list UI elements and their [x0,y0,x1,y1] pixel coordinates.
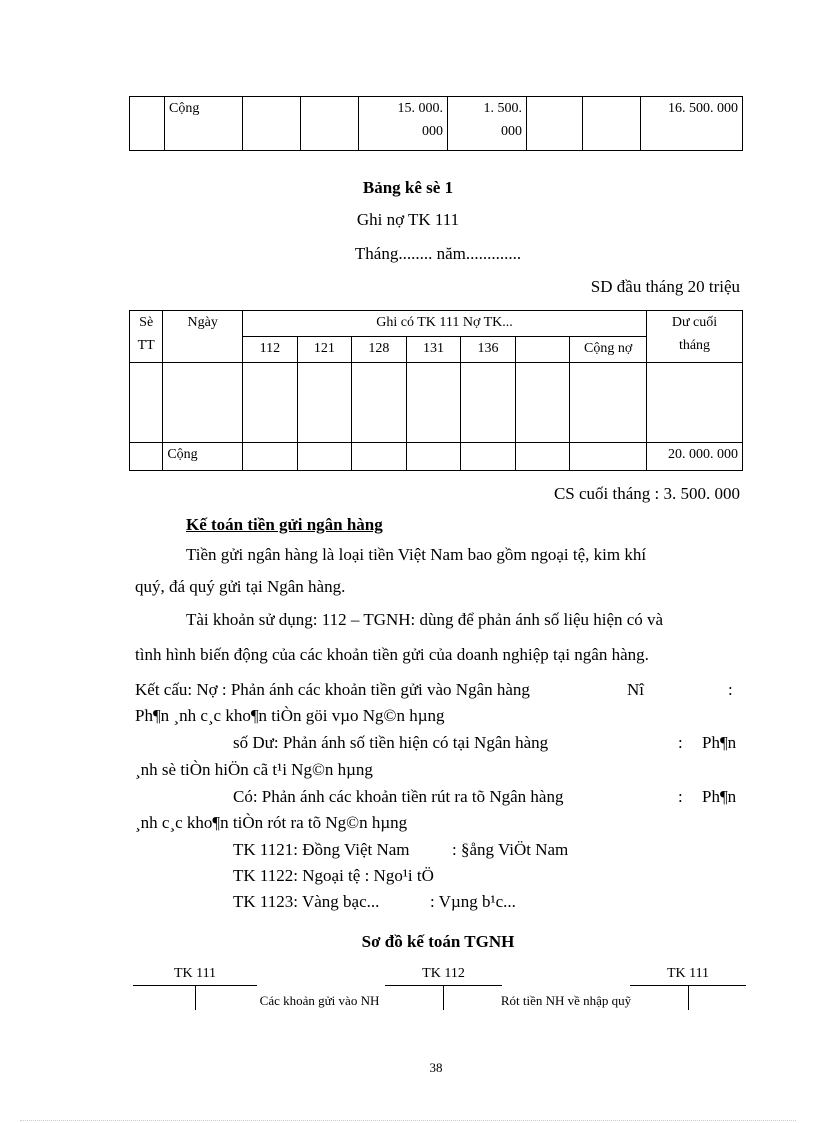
value-2-line1: 1. 500. [483,101,522,116]
cell [243,97,301,151]
cell-label: Cộng [165,97,243,151]
cell-value-2 [448,97,527,151]
header-date: Ngày [163,311,243,363]
cell [406,363,461,443]
cell [461,443,516,471]
cell [297,443,352,471]
cell [301,97,359,151]
closing-balance: CS cuối tháng : 3. 500. 000 [553,484,740,503]
value-1-line2: 000 [422,124,443,139]
structure-credit: Có: Phản ánh các khoản tiền rút ra tõ Ngân hàng [233,787,564,806]
structure-balance: số Dư: Phản ánh số tiền hiện có tại Ngân hàng [233,733,549,752]
cell [570,363,647,443]
cell-value-1 [359,97,448,151]
structure-balance-garbled: Ph¶n [702,733,737,752]
cell [647,363,743,443]
cell [243,443,298,471]
cell [515,443,570,471]
cell [243,363,298,443]
flow-deposit-label: Các khoản gửi vào NH [259,993,380,1008]
account-col: 128 [352,337,407,363]
cell [130,443,163,471]
diagram-title: Sơ đồ kế toán TGNH [361,932,515,951]
account-col: 136 [461,337,516,363]
diagram-right-account: TK 111 [666,966,710,981]
ledger-table [129,310,743,471]
cell [461,363,516,443]
structure-colon: : [728,680,733,699]
diagram-left-account: TK 111 [173,966,217,981]
structure-debit: Kết cấu: Nợ : Phản ánh các khoản tiền gửi vào Ngân hàng [135,680,530,699]
ledger-period: Tháng........ năm............. [354,244,522,263]
opening-balance: SD đầu tháng 20 triệu [590,277,740,296]
t-account-stem [195,985,196,1010]
value-2-line2: 000 [501,124,522,139]
header-balance-line1: Dư cuối [671,315,718,330]
flow-withdraw-label: Rót tiền NH về nhập quỹ [500,993,632,1008]
page-number: 38 [429,1060,443,1075]
account-1121-legacy: : §ång ViÖt Nam [452,840,569,859]
paragraph-1-line1: Tiền gửi ngân hàng là loại tiền Việt Nam bao gồm ngoại tệ, kim khí [186,545,647,564]
header-group: Ghi có TK 111 Nợ TK... [243,311,647,337]
account-1123: TK 1123: Vàng bạc... [233,892,380,911]
t-account-stem [443,985,444,1010]
cell [527,97,583,151]
diagram-mid-account: TK 112 [422,966,465,981]
structure-colon: : [678,733,683,752]
account-1123-legacy: : Vµng b¹c... [430,892,516,911]
t-account-stem [688,985,689,1010]
structure-credit-garbled: Ph¶n [702,787,737,806]
cell-total: 16. 500. 000 [641,97,743,151]
account-1121: TK 1121: Đồng Việt Nam [233,840,410,859]
cell [297,363,352,443]
structure-debit-legacy: Ph¶n ¸nh c¸c kho¶n tiÒn göi vµo Ng©n hµng [135,706,445,725]
header-balance [647,311,743,363]
cell [352,363,407,443]
total-value: 20. 000. 000 [647,443,743,471]
value-1-line1: 15. 000. [397,101,443,116]
header-seq-line2: TT [137,338,155,353]
ledger-subtitle: Ghi nợ TK 111 [356,210,460,229]
account-col: 112 [243,337,298,363]
cell [406,443,461,471]
header-balance-line2: tháng [678,338,711,353]
structure-balance-legacy: ¸nh sè tiÒn hiÖn cã t¹i Ng©n hµng [135,760,373,779]
account-1122: TK 1122: Ngoại tệ : Ngo¹i tÖ [233,866,434,885]
page-border [20,1120,796,1121]
structure-credit-legacy: ¸nh c¸c kho¶n tiÒn rót ra tõ Ng©n hµng [135,813,408,832]
cell [352,443,407,471]
cell [515,363,570,443]
cell [583,97,641,151]
cell [163,363,243,443]
cell [130,97,165,151]
paragraph-2-line1: Tài khoản sử dụng: 112 – TGNH: dùng để phản ánh số liệu hiện có và [186,610,664,629]
paragraph-1-line2: quý, đá quý gửi tại Ngân hàng. [135,577,346,596]
ledger-title: Bảng kê sè 1 [362,178,454,197]
account-col: Cộng nợ [570,337,647,363]
header-seq-line1: Sè [139,315,154,330]
structure-colon: : [678,787,683,806]
total-label: Cộng [163,443,243,471]
cell [570,443,647,471]
cell [130,363,163,443]
top-summary-table [129,96,743,151]
account-col [515,337,570,363]
account-col: 131 [406,337,461,363]
section-heading: Kế toán tiền gửi ngân hàng [186,515,383,534]
account-col: 121 [297,337,352,363]
header-seq [130,311,163,363]
structure-debit-garbled: Nî [627,680,644,699]
paragraph-2-line2: tình hình biến động của các khoản tiền gửi của doanh nghiệp tại ngân hàng. [135,645,649,664]
